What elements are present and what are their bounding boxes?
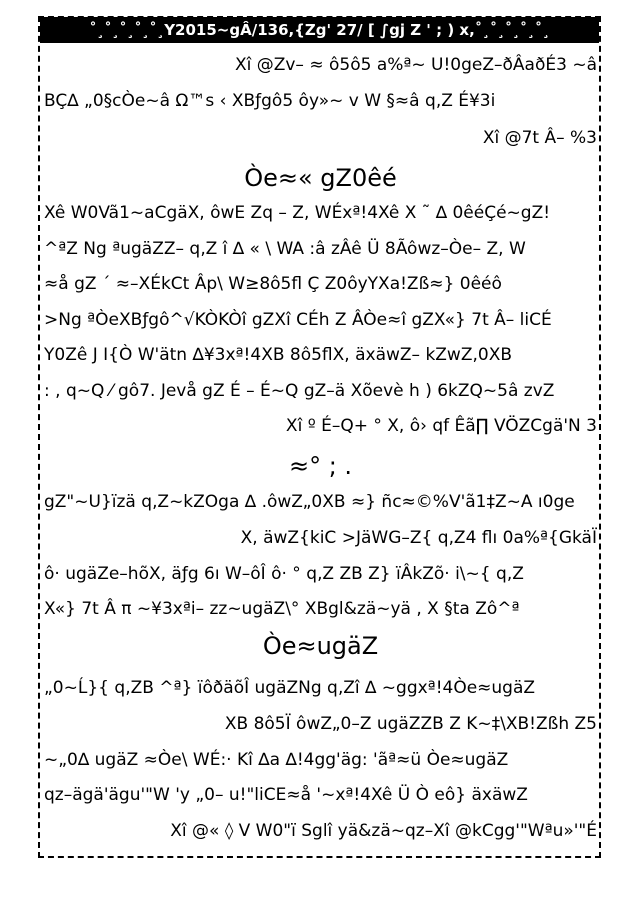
text-line: XB 8ô5Ï ôwZ„0–Z ugäZZB Z K~‡\XB!Zßh Z5: [224, 714, 597, 734]
section-heading: Òe≈ugäZ: [262, 632, 379, 660]
text-line: qz–ägä'ägu'"W 'y „0– u!"liCE≈å '~xª!4Xê Ü Ò eô} äxäwZ: [44, 785, 528, 805]
text-line: >Ng ªÒeXBƒgô^√KÒKÒî gZXî CÉh Z ÂÒe≈î gZX«} 7t Â– liCÉ: [44, 310, 552, 330]
header-bar: [40, 17, 599, 43]
text-line: Xî @« ◊ V W0"ï Sglî yä&zä~qz–Xî @kCgg'"Wªu»'"É: [170, 821, 597, 841]
text-line: „0~Ĺ}{ q‚ZB ^ª} ïôðäõÎ ugäZNg q‚Zî ∆ ~ggxª!4Òe≈ugäZ: [44, 678, 536, 698]
section-divider: ≈° ; .: [288, 452, 353, 480]
text-line: X«} 7t Â π ~¥3xªi– zz~ugäZ\° XBgl&zä~yä , X §ta Zô^ª: [44, 599, 520, 619]
text-line: ≈å gZ ´ ≈–XÉkCt Âp\ W≥8ô5fl Ç Z0ôyYXa!Zß≈} 0êéô: [44, 274, 502, 294]
text-line: BÇ∆ „0§cÒe~â Ω™s ‹ XBƒgô5 ôy»~ v W §≈â q‚Z É¥3i: [44, 91, 496, 111]
text-line: Xî º É–Q+ ° X, ô› qf Êã∏ VÖZCgä'N 3: [285, 416, 597, 436]
text-line: Xî @7t Â– %3: [482, 128, 597, 148]
text-line: Y0Zê J I{Ò W'ätn ∆¥3xª!4XB 8ô5flX, äxäwZ– kZwZ,0XB: [44, 345, 513, 365]
text-line: ~„0∆ ugäZ ≈Òe\ WÉ:· Kî ∆a ∆!4gg'äg: 'ãª≈ü Òe≈ugäZ: [44, 750, 509, 770]
text-line: gZ"~U}ïzä q‚Z~kZOga ∆ .ôwZ„0XB ≈} ñc≈©%V'ã1‡Z~A ı0ge: [44, 492, 575, 512]
header-text: ˚¸˚¸˚¸˚¸˚¸Y2015~gÂ/136,{Zg' 27/ [ ∫gj Ζ ' ; ) x,˚¸˚¸˚¸˚¸˚¸: [89, 21, 550, 39]
text-line: Xî @Zv– ≈ ô5ô5 a%ª~ U!0geZ–ðÂaðÉ3 ~â: [234, 55, 597, 75]
text-line: ô· ugäZe–hõX, äƒg 6ı W–ôÎ ô· ° q‚Z ZB Z} ïÂkZõ· i\~{ q‚Z: [44, 564, 524, 584]
text-line: Xê W0Vã1~aCgäX, ôwE Zq – Z, WÉxª!4Xê X ˜ ∆ 0êéÇé~gZ!: [44, 203, 551, 223]
text-line: X, äwZ{kiC >JäWG–Z{ q‚Z4 flı 0a%ª{GkäÏ: [240, 528, 597, 548]
section-heading: Òe≈« gZ0êé: [244, 164, 397, 192]
text-line: : , q~Q ⁄ gô7. Jevå gZ É – É~Q gZ–ä Xõevè h ) 6kZQ~5â zvZ: [44, 381, 555, 401]
text-line: ^ªZ Ng ªugäZZ– q‚Z î ∆ « \ WA :â zÂê Ü 8Ãôwz–Òe– Z, W: [44, 239, 526, 259]
